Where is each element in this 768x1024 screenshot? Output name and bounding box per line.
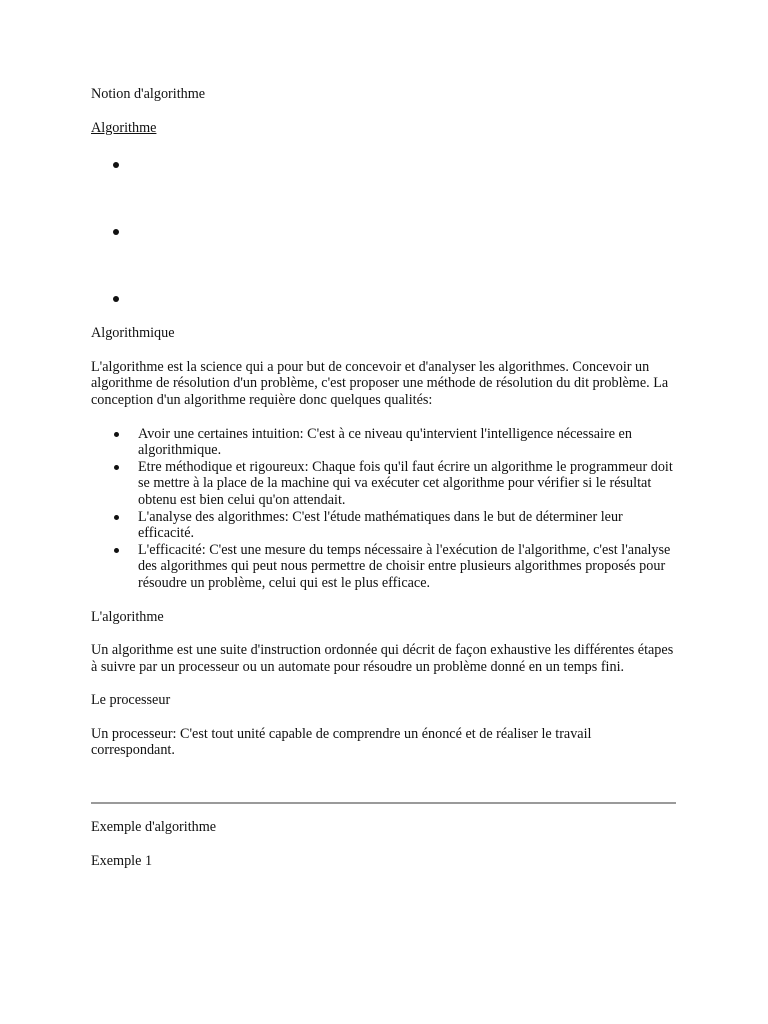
quality-text: Avoir une certaines intuition: C'est à ce niveau qu'intervient l'intelligence nécessaire en algorithmique.: [138, 425, 632, 459]
document-page: [91, 86, 676, 869]
bullet-icon: [114, 515, 119, 520]
intro-paragraph: L'algorithme est la science qui a pour but de concevoir et d'analyser les algorithmes. Concevoir un algorithme de résolution d'un problème, c'est proposer une méthode de résolution du dit problème. La conception d'un algorithme requière donc quelques qualités:: [91, 358, 669, 408]
heading-exemple: Exemple d'algorithme: [91, 819, 217, 836]
quality-text: L'analyse des algorithmes: C'est l'étude mathématiques dans le but de déterminer leur efficacité.: [138, 508, 623, 542]
heading-algorithmique: Algorithmique: [91, 325, 175, 342]
algorithme-link[interactable]: Algorithme: [91, 119, 157, 136]
bullet-icon: [113, 162, 119, 168]
qualities-list: [91, 426, 676, 592]
horizontal-divider: [91, 802, 676, 804]
heading-lalgorithme: L'algorithme: [91, 608, 164, 625]
bullet-icon: [113, 229, 119, 235]
bullet-icon: [113, 296, 119, 302]
algorithme-definition: Un algorithme est une suite d'instruction ordonnée qui décrit de façon exhaustive les différentes étapes à suivre par un processeur ou un automate pour résoudre un problème donné en un temps fini.: [91, 642, 674, 675]
exemple-1-heading: Exemple 1: [91, 852, 153, 869]
bullet-icon: [114, 548, 119, 553]
bullet-icon: [114, 465, 119, 470]
list-item: [91, 426, 676, 459]
processeur-definition: Un processeur: C'est tout unité capable de comprendre un énoncé et de réaliser le travail correspondant.: [91, 725, 592, 759]
list-item: [91, 459, 676, 509]
list-item: [91, 509, 676, 542]
quality-text: Etre méthodique et rigoureux: Chaque fois qu'il faut écrire un algorithme le programmeur doit se mettre à la place de la machine qui va exécuter cet algorithme pour vérifier si le résultat obtenu est bien celui qu'on attendait.: [138, 458, 673, 508]
empty-bullet-list: [91, 136, 676, 308]
list-item: [91, 542, 676, 592]
page-title: Notion d'algorithme: [91, 86, 206, 102]
quality-text: L'efficacité: C'est une mesure du temps nécessaire à l'exécution de l'algorithme, c'est l'analyse des algorithmes qui peut nous permettre de choisir entre plusieurs algorithmes proposés pour résoudre un problème, celui qui est le plus efficace.: [138, 541, 671, 591]
bullet-icon: [114, 432, 119, 437]
heading-processeur: Le processeur: [91, 692, 171, 709]
